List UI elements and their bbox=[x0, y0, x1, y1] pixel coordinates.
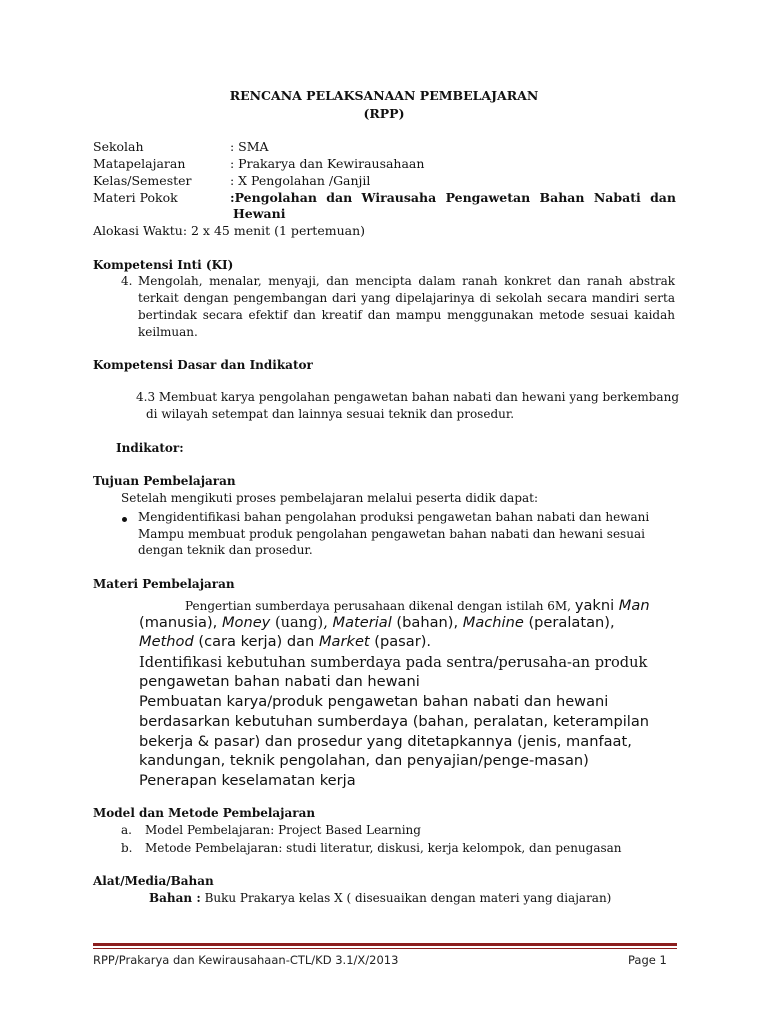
model-b-label: b. bbox=[121, 841, 133, 855]
kd-heading: Kompetensi Dasar dan Indikator bbox=[93, 358, 313, 372]
alokasi-waktu: Alokasi Waktu: 2 x 45 menit (1 pertemuan) bbox=[93, 223, 366, 238]
model-b-text: Metode Pembelajaran: studi literatur, diskusi, kerja kelompok, dan penugasan bbox=[145, 841, 622, 855]
materi-l1-sans: yakni bbox=[574, 597, 619, 614]
footer-page-number: Page 1 bbox=[628, 953, 667, 967]
sekolah-value: : SMA bbox=[230, 139, 269, 154]
materi-pokok-value-cont: Hewani bbox=[233, 206, 286, 221]
materi-line-7: berdasarkan kebutuhan sumberdaya (bahan, peralatan, keterampilan bbox=[139, 713, 650, 730]
tujuan-line-2: Mampu membuat produk pengolahan pengawetan bahan nabati dan hewani sesuai bbox=[138, 527, 645, 541]
materi-line-8: bekerja & pasar) dan prosedur yang ditetapkannya (jenis, manfaat, bbox=[139, 733, 632, 750]
tujuan-bullet: Mengidentifikasi bahan pengolahan produksi pengawetan bahan nabati dan hewani bbox=[138, 510, 650, 524]
bahan-line bbox=[149, 891, 611, 905]
indikator-label: Indikator: bbox=[116, 441, 184, 455]
model-heading: Model dan Metode Pembelajaran bbox=[93, 806, 316, 820]
footer-rule-thick bbox=[93, 943, 677, 946]
footer-rule-thin bbox=[93, 948, 677, 949]
ki-line-3: bertindak secara efektif dan kreatif dan mampu menggunakan metode sesuai kaidah bbox=[138, 308, 675, 322]
sekolah-label: Sekolah bbox=[93, 139, 144, 154]
model-a-label: a. bbox=[121, 823, 132, 837]
tujuan-line-3: dengan teknik dan prosedur. bbox=[138, 543, 313, 557]
materi-line-10: Penerapan keselamatan kerja bbox=[139, 772, 356, 789]
materi-pokok-value: :Pengolahan dan Wirausaha Pengawetan Bahan Nabati dan bbox=[230, 190, 676, 205]
materi-l1-man: Man bbox=[618, 597, 650, 614]
materi-l2-money: Money bbox=[221, 614, 271, 631]
footer-left: RPP/Prakarya dan Kewirausahaan-CTL/KD 3.1/X/2013 bbox=[93, 953, 399, 967]
kd-line-2: di wilayah setempat dan lainnya sesuai teknik dan prosedur. bbox=[146, 407, 515, 421]
bahan-text: Buku Prakarya kelas X ( disesuaikan dengan materi yang diajaran) bbox=[200, 891, 612, 905]
materi-l3-market: Market bbox=[318, 633, 370, 650]
bullet-icon bbox=[122, 517, 127, 522]
mapel-value: : Prakarya dan Kewirausahaan bbox=[230, 156, 425, 171]
model-a-text: Model Pembelajaran: Project Based Learning bbox=[145, 823, 421, 837]
bahan-label: Bahan : bbox=[149, 891, 201, 905]
materi-heading: Materi Pembelajaran bbox=[93, 577, 235, 591]
materi-l2-c: (bahan), bbox=[391, 614, 463, 631]
ki-line-4: keilmuan. bbox=[138, 325, 198, 339]
materi-line-6: Pembuatan karya/produk pengawetan bahan nabati dan hewani bbox=[139, 693, 609, 710]
materi-l2-material: Material bbox=[332, 614, 392, 631]
kelas-label: Kelas/Semester bbox=[93, 173, 192, 188]
tujuan-intro: Setelah mengikuti proses pembelajaran melalui peserta didik dapat: bbox=[121, 491, 539, 505]
materi-l3-method: Method bbox=[139, 633, 194, 650]
materi-line-9: kandungan, teknik pengolahan, dan penyajian/penge-masan) bbox=[139, 752, 589, 769]
document-title: RENCANA PELAKSANAAN PEMBELAJARAN bbox=[229, 88, 539, 103]
document-subtitle: (RPP) bbox=[363, 106, 405, 121]
ki-number: 4. bbox=[121, 274, 133, 288]
materi-pokok-label: Materi Pokok bbox=[93, 190, 178, 205]
ki-heading: Kompetensi Inti (KI) bbox=[93, 258, 234, 272]
materi-l1-serif: Pengertian sumberdaya perusahaan dikenal dengan istilah 6M, bbox=[185, 599, 575, 613]
materi-line-5: pengawetan bahan nabati dan hewani bbox=[139, 673, 420, 690]
materi-line-1 bbox=[185, 595, 650, 614]
materi-line-4: Identifikasi kebutuhan sumberdaya pada sentra/perusaha-an produk bbox=[139, 654, 648, 671]
materi-l2-d: (peralatan), bbox=[523, 614, 615, 631]
kd-line-1: 4.3 Membuat karya pengolahan pengawetan bahan nabati dan hewani yang berkembang bbox=[136, 390, 679, 404]
materi-l2-machine: Machine bbox=[462, 614, 524, 631]
alat-heading: Alat/Media/Bahan bbox=[93, 874, 214, 888]
materi-l2-a: (manusia), bbox=[139, 614, 222, 631]
materi-l3-b: (pasar). bbox=[369, 633, 432, 650]
materi-l2-b: (uang), bbox=[270, 614, 333, 631]
materi-line-3 bbox=[139, 633, 431, 650]
ki-line-2: terkait dengan pengembangan dari yang dipelajarinya di sekolah secara mandiri serta bbox=[138, 291, 675, 305]
materi-line-2 bbox=[139, 614, 615, 631]
materi-l3-a: (cara kerja) dan bbox=[193, 633, 319, 650]
ki-line-1: Mengolah, menalar, menyaji, dan mencipta dalam ranah konkret dan ranah abstrak bbox=[138, 274, 675, 288]
tujuan-heading: Tujuan Pembelajaran bbox=[93, 474, 236, 488]
mapel-label: Matapelajaran bbox=[93, 156, 186, 171]
kelas-value: : X Pengolahan /Ganjil bbox=[230, 173, 371, 188]
